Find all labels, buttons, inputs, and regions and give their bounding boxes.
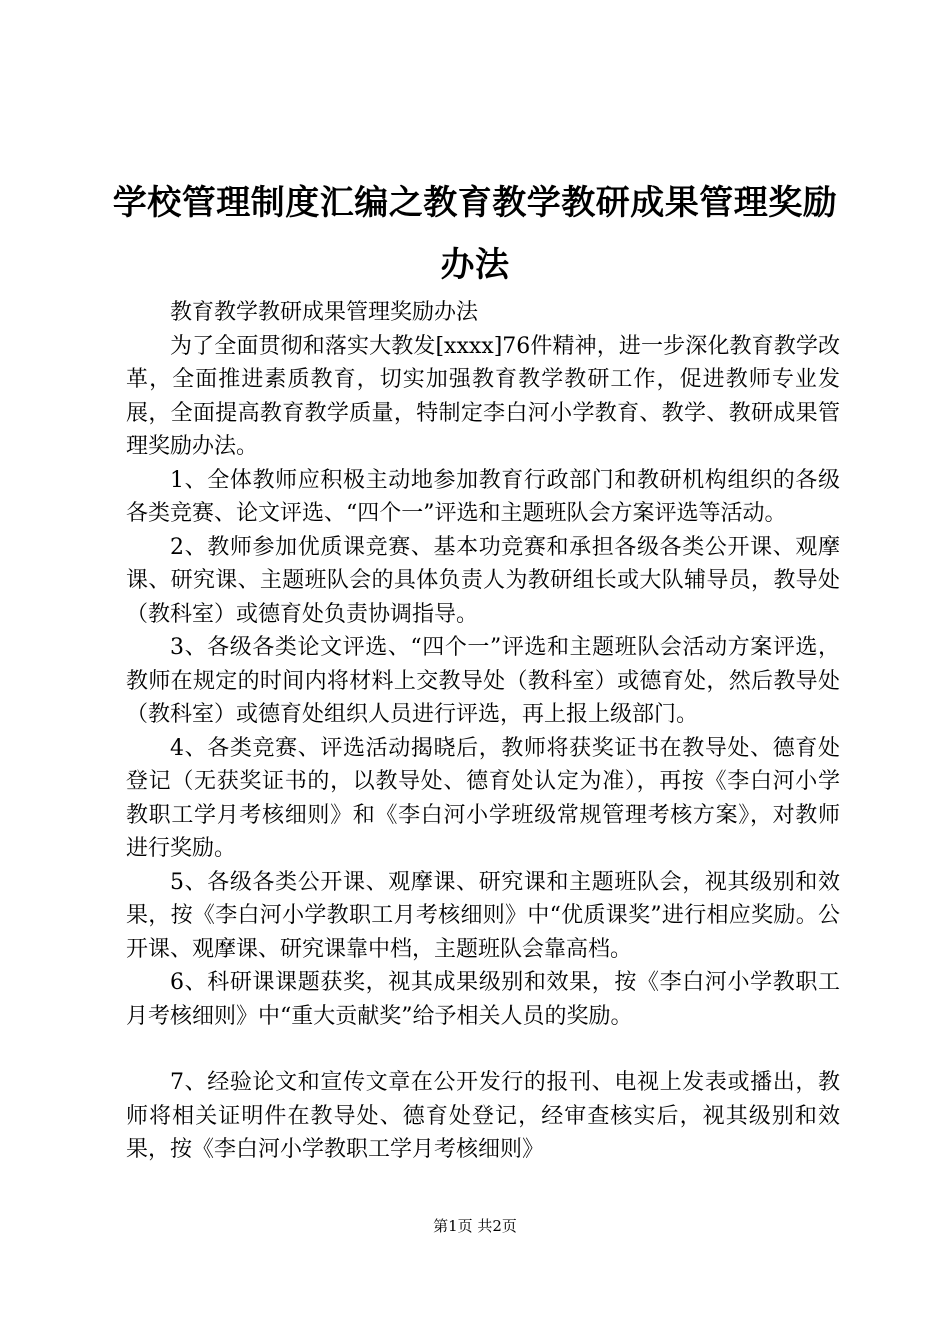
paragraph-item-4: 4、各类竞赛、评选活动揭晓后，教师将获奖证书在教导处、德育处登记（无获奖证书的，以教导处、德育处认定为准），再按《李白河小学教职工学月考核细则》和《李白河小学班级常规管理考核方案》，对教师进行奖励。 (126, 735, 840, 861)
paragraph-item-5: 5、各级各类公开课、观摩课、研究课和主题班队会，视其级别和效果，按《李白河小学教职工月考核细则》中“优质课奖”进行相应奖励。公开课、观摩课、研究课靠中档，主题班队会靠高档。 (126, 869, 840, 962)
paragraph-item-1: 1、全体教师应积极主动地参加教育行政部门和教研机构组织的各级各类竞赛、论文评选、“四个一”评选和主题班队会方案评选等活动。 (126, 467, 840, 526)
paragraph-intro: 为了全面贯彻和落实大教发[xxxx]76件精神，进一步深化教育教学改革，全面推进素质教育，切实加强教育教学教研工作，促进教师专业发展，全面提高教育教学质量，特制定李白河小学教育、教学、教研成果管理奖励办法。 (126, 333, 840, 459)
paragraph-item-2: 2、教师参加优质课竞赛、基本功竞赛和承担各级各类公开课、观摩课、研究课、主题班队会的具体负责人为教研组长或大队辅导员，教导处（教科室）或德育处负责协调指导。 (126, 534, 840, 627)
paragraph-item-6: 6、科研课课题获奖，视其成果级别和效果，按《李白河小学教职工月考核细则》中“重大贡献奖”给予相关人员的奖励。 (126, 970, 840, 1029)
document-body (126, 296, 840, 1167)
paragraph-item-7: 7、经验论文和宣传文章在公开发行的报刊、电视上发表或播出，教师将相关证明件在教导处、德育处登记，经审查核实后，视其级别和效果，按《李白河小学教职工学月考核细则》 (126, 1070, 840, 1162)
document-title: 学校管理制度汇编之教育教学教研成果管理奖励办法 (112, 183, 838, 285)
paragraph-subtitle: 教育教学教研成果管理奖励办法 (170, 300, 479, 325)
paragraph-item-3: 3、各级各类论文评选、“四个一”评选和主题班队会活动方案评选，教师在规定的时间内将材料上交教导处（教科室）或德育处，然后教导处（教科室）或德育处组织人员进行评选，再上报上级部门。 (126, 635, 840, 727)
page-footer: 第1页 共2页 (433, 1217, 517, 1235)
